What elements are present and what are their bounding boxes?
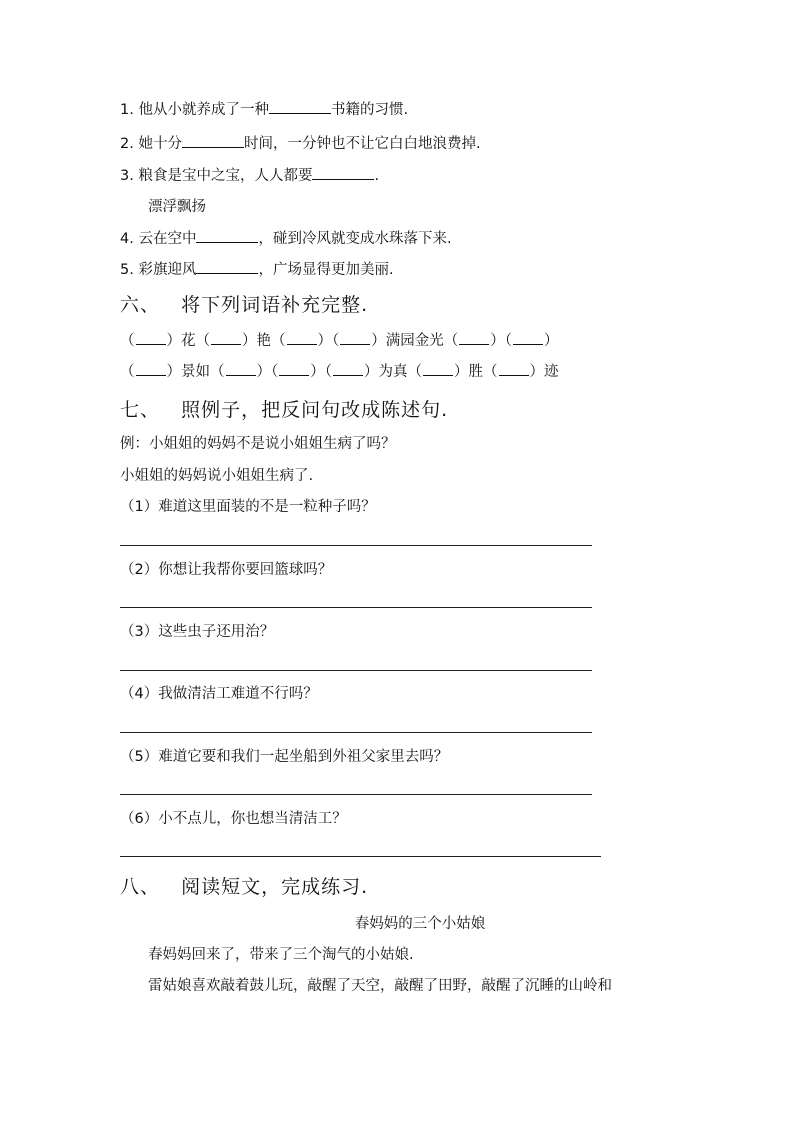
- idiom-blank[interactable]: [513, 331, 543, 345]
- answer-blank[interactable]: [312, 165, 374, 180]
- idiom-text: ）（: [310, 364, 332, 380]
- idiom-blank[interactable]: [287, 331, 317, 345]
- sentence-number: 3.: [120, 168, 134, 184]
- idiom-text: ）艳（: [242, 333, 286, 349]
- sentence-number: 4.: [120, 231, 134, 247]
- bracket: （: [120, 333, 135, 349]
- example-question: 例：小姐姐的妈妈不是说小姐姐生病了吗？: [120, 436, 396, 452]
- idiom-blank[interactable]: [226, 362, 256, 376]
- idiom-blank[interactable]: [279, 362, 309, 376]
- passage-paragraph-2: 雷姑娘喜欢敲着鼓儿玩，敲醒了天空，敲醒了田野，敲醒了沉睡的山岭和: [148, 978, 612, 994]
- section-number: 六、: [120, 294, 161, 316]
- section-6-heading: [120, 293, 368, 317]
- answer-line-6[interactable]: [120, 856, 601, 857]
- answer-line-2[interactable]: [120, 607, 592, 608]
- idiom-text: ）景如（: [166, 364, 225, 380]
- idiom-row-2: [120, 362, 559, 382]
- sentence-text: 书籍的习惯.: [330, 102, 409, 118]
- idiom-blank[interactable]: [459, 331, 489, 345]
- sentence-number: 5.: [120, 262, 134, 278]
- sentence-number: 1.: [120, 102, 134, 118]
- passage-title: [0, 914, 794, 934]
- answer-blank[interactable]: [269, 99, 331, 114]
- question-6: （6）小不点儿，你也想当清洁工？: [120, 811, 347, 827]
- section-title: 阅读短文，完成练习.: [181, 876, 369, 898]
- idiom-text: ）迹: [529, 364, 559, 380]
- sentence-text: 她十分: [138, 136, 182, 152]
- sentence-3: [120, 165, 379, 186]
- sentence-text: 他从小就养成了一种: [138, 102, 269, 118]
- sentence-text: 时间，一分钟也不让它白白地浪费掉.: [243, 136, 481, 152]
- section-title: 将下列词语补充完整.: [181, 294, 369, 316]
- sentence-number: 2.: [120, 136, 134, 152]
- sentence-text: ，广场显得更加美丽.: [258, 262, 394, 278]
- idiom-blank[interactable]: [340, 331, 370, 345]
- sentence-1: [120, 99, 408, 120]
- answer-line-4[interactable]: [120, 732, 592, 733]
- section-number: 七、: [120, 399, 161, 421]
- question-1: （1）难道这里面装的不是一粒种子吗？: [120, 499, 376, 515]
- answer-line-1[interactable]: [120, 545, 592, 546]
- answer-line-5[interactable]: [120, 794, 592, 795]
- question-2: （2）你想让我帮你要回篮球吗？: [120, 562, 333, 578]
- sentence-5: [120, 259, 394, 280]
- idiom-text: ）（: [317, 333, 340, 349]
- idiom-text: ）（: [256, 364, 279, 380]
- sentence-2: [120, 133, 481, 154]
- sentence-text: 粮食是宝中之宝，人人都要: [138, 168, 313, 184]
- passage-paragraph-1: 春妈妈回来了，带来了三个淘气的小姑娘.: [148, 947, 414, 963]
- sentence-text: ，碰到冷风就变成水珠落下来.: [258, 231, 452, 247]
- question-4: （4）我做清洁工难道不行吗？: [120, 686, 318, 702]
- passage-title-text: 春妈妈的三个小姑娘: [354, 916, 486, 932]
- idiom-text: ）胜（: [454, 364, 498, 380]
- bracket: （: [120, 364, 135, 380]
- idiom-blank[interactable]: [211, 331, 241, 345]
- answer-line-3[interactable]: [120, 670, 592, 671]
- sentence-text: 云在空中: [138, 231, 197, 247]
- idiom-blank[interactable]: [333, 362, 363, 376]
- section-7-heading: [120, 398, 448, 422]
- idiom-blank[interactable]: [136, 362, 166, 376]
- word-bank: 漂浮飘扬: [148, 199, 206, 215]
- idiom-blank[interactable]: [423, 362, 453, 376]
- sentence-4: [120, 228, 452, 249]
- question-3: （3）这些虫子还用治？: [120, 624, 275, 640]
- idiom-blank[interactable]: [136, 331, 166, 345]
- answer-blank[interactable]: [182, 133, 244, 148]
- sentence-text: .: [374, 168, 380, 184]
- idiom-blank[interactable]: [499, 362, 529, 376]
- answer-blank[interactable]: [196, 259, 258, 274]
- idiom-text: ）（: [490, 333, 512, 349]
- idiom-text: ）满园金光（: [371, 333, 459, 349]
- section-8-heading: [120, 875, 368, 899]
- idiom-row-1: [120, 331, 559, 351]
- idiom-text: ）花（: [166, 333, 210, 349]
- sentence-text: 彩旗迎风: [138, 262, 197, 278]
- answer-blank[interactable]: [196, 228, 258, 243]
- section-number: 八、: [120, 876, 161, 898]
- example-answer: 小姐姐的妈妈说小姐姐生病了.: [120, 468, 314, 484]
- idiom-text: ）为真（: [364, 364, 422, 380]
- idiom-text: ）: [544, 333, 559, 349]
- question-5: （5）难道它要和我们一起坐船到外祖父家里去吗？: [120, 749, 449, 765]
- section-title: 照例子，把反问句改成陈述句.: [181, 399, 449, 421]
